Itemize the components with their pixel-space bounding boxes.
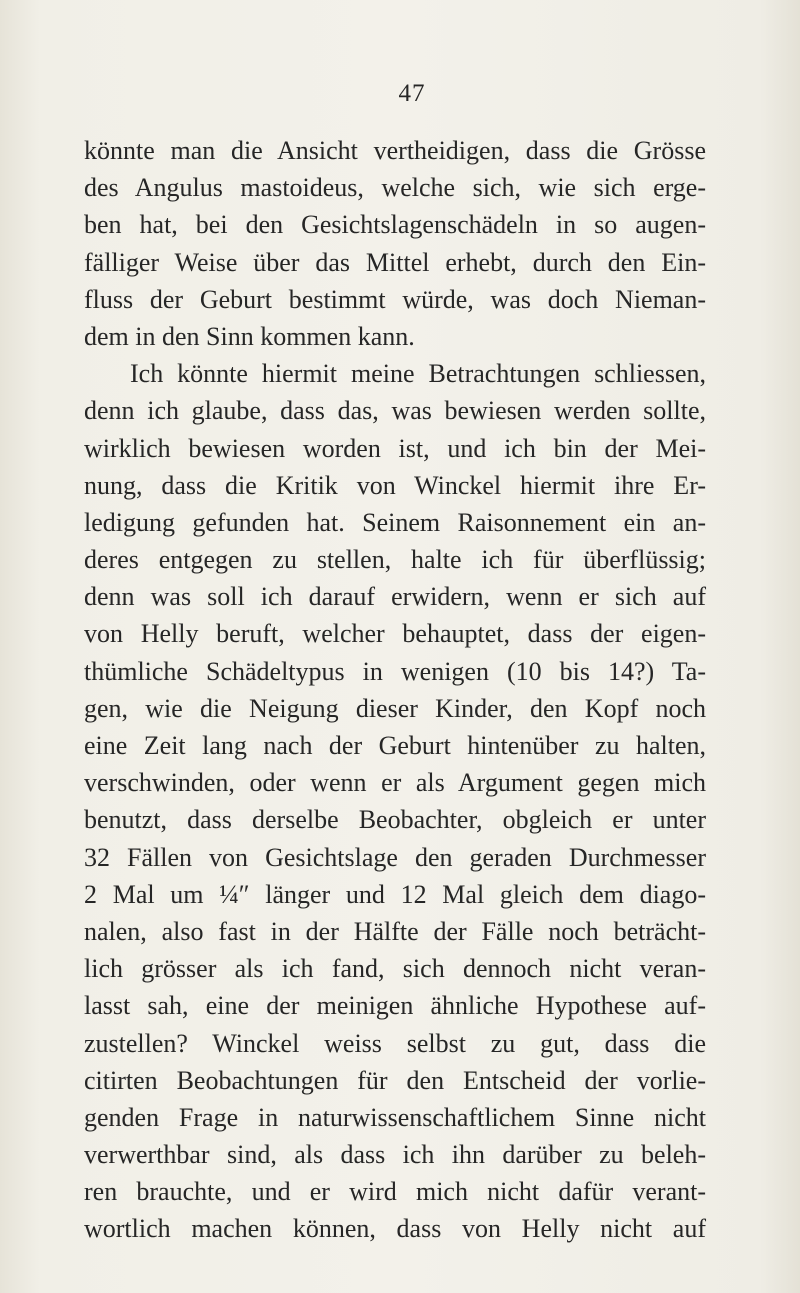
text-line: wirklich bewiesen worden ist, und ich bin der Mei- xyxy=(84,433,706,463)
text-line: von Helly beruft, welcher behauptet, dass der eigen- xyxy=(84,619,706,649)
body-text xyxy=(84,132,706,1248)
text-line: ren brauchte, und er wird mich nicht dafür verant- xyxy=(84,1177,706,1207)
text-line: könnte man die Ansicht vertheidigen, dass die Grösse xyxy=(84,136,706,165)
text-line: wortlich machen können, dass von Helly nicht auf xyxy=(84,1214,706,1244)
page-number: 47 xyxy=(398,80,426,107)
text-line: ben hat, bei den Gesichtslagenschädeln in so augen- xyxy=(84,210,706,240)
text-line: lasst sah, eine der meinigen ähnliche Hypothese auf- xyxy=(84,991,706,1021)
text-line: thümliche Schädeltypus in wenigen (10 bis 14?) Ta- xyxy=(84,656,706,686)
text-line: verschwinden, oder wenn er als Argument gegen mich xyxy=(84,768,706,798)
text-line: denn was soll ich darauf erwidern, wenn er sich auf xyxy=(84,582,706,612)
text-line: gen, wie die Neigung dieser Kinder, den Kopf noch xyxy=(84,693,706,723)
text-line: ledigung gefunden hat. Seinem Raisonnement ein an- xyxy=(84,507,706,537)
text-line: verwerthbar sind, als dass ich ihn darüber zu beleh- xyxy=(84,1140,706,1170)
text-line: citirten Beobachtungen für den Entscheid der vorlie- xyxy=(84,1065,706,1095)
text-line: fluss der Geburt bestimmt würde, was doch Nieman- xyxy=(84,284,706,314)
text-line: denn ich glaube, dass das, was bewiesen werden sollte, xyxy=(84,396,706,426)
text-line: deres entgegen zu stellen, halte ich für überflüssig; xyxy=(84,545,706,575)
text-line: eine Zeit lang nach der Geburt hintenüber zu halten, xyxy=(84,731,706,760)
text-line: lich grösser als ich fand, sich dennoch nicht veran- xyxy=(84,954,706,984)
text-line: des Angulus mastoideus, welche sich, wie sich erge- xyxy=(84,173,706,203)
text-line: 32 Fällen von Gesichtslage den geraden Durchmesser xyxy=(84,842,706,872)
paragraph-end-line: dem in den Sinn kommen kann. xyxy=(84,321,415,351)
text-line: nalen, also fast in der Hälfte der Fälle noch beträcht- xyxy=(84,916,706,946)
text-line: nung, dass die Kritik von Winckel hiermit ihre Er- xyxy=(84,470,706,500)
text-line: 2 Mal um ¼″ länger und 12 Mal gleich dem diago- xyxy=(84,879,706,909)
paragraph-start-line: Ich könnte hiermit meine Betrachtungen schliessen, xyxy=(130,359,706,389)
text-line: genden Frage in naturwissenschaftlichem Sinne nicht xyxy=(84,1102,706,1132)
text-line: zustellen? Winckel weiss selbst zu gut, dass die xyxy=(84,1028,706,1058)
text-line: fälliger Weise über das Mittel erhebt, durch den Ein- xyxy=(84,247,706,277)
text-line: benutzt, dass derselbe Beobachter, obgleich er unter xyxy=(84,805,706,835)
